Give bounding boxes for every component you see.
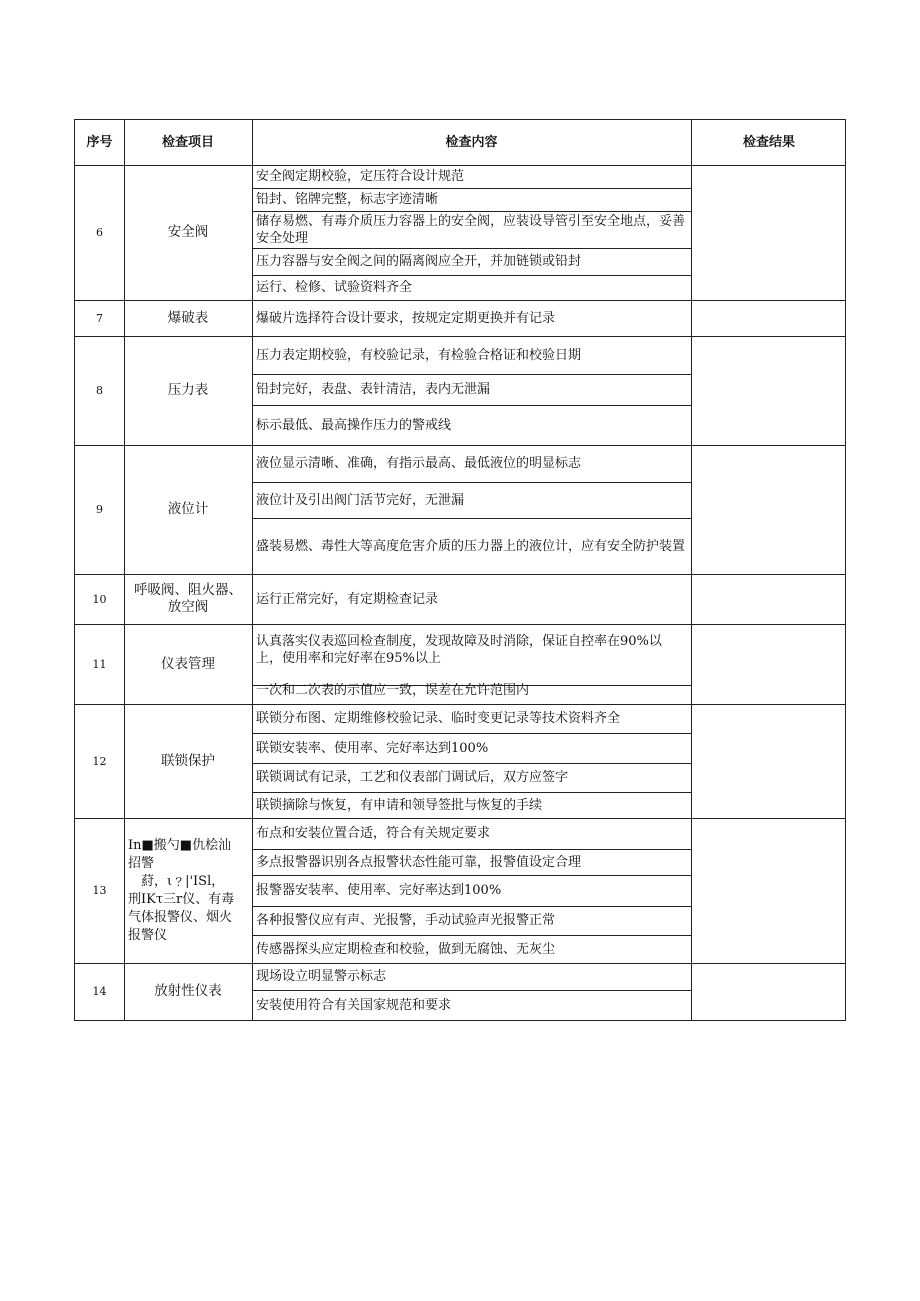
item-line: In■搬勺■仇桧汕 (128, 837, 232, 853)
row-content: 一次和二次表的示值应一致，误差在允许范围内 (256, 682, 530, 698)
row-content: 爆破片选择符合设计要求，按规定定期更换并有记录 (256, 310, 556, 326)
row-content: 运行、检修、试验资料齐全 (256, 280, 413, 295)
row-content: 联锁安装率、使用率、完好率达到100% (256, 740, 489, 756)
row-item: 压力表 (167, 382, 209, 398)
row-item: 联锁保护 (161, 752, 215, 769)
row-content: 各种报警仪应有声、光报警，手动试验声光报警正常 (256, 913, 556, 928)
header-seq: 序号 (86, 135, 113, 150)
row-content: 标示最低、最高操作压力的警戒线 (256, 417, 452, 433)
row-content: 压力容器与安全阀之间的隔离阀应全开，并加链锁或铅封 (256, 254, 582, 269)
row-content: 布点和安装位置合适，符合有关规定要求 (256, 826, 491, 841)
row-item-garbled (124, 818, 252, 963)
column-divider (691, 120, 692, 1020)
item-line: 刑IKτ三r仪、有毒 (128, 891, 235, 907)
row-content: 运行正常完好，有定期检查记录 (256, 591, 439, 607)
row-item: 安全阀 (167, 224, 209, 240)
row-seq: 6 (96, 226, 103, 239)
row-seq: 14 (92, 985, 107, 998)
row-content: 传感器探头应定期检查和校验，做到无腐蚀、无灰尘 (256, 941, 556, 957)
inspection-table (74, 119, 846, 1021)
row-content: 压力表定期校验，有校验记录，有检验合格证和校验日期 (256, 347, 582, 363)
row-item: 呼吸阀、阻火器、放空阀 (134, 582, 242, 615)
row-item: 爆破表 (167, 309, 209, 326)
row-content: 联锁调试有记录，工艺和仪表部门调试后，双方应签字 (256, 770, 569, 785)
row-content: 铅封、铭牌完整，标志字迹清晰 (256, 192, 439, 207)
row-seq: 9 (96, 503, 103, 516)
row-content: 多点报警器识别各点报警状态性能可靠，报警值设定合理 (256, 854, 582, 870)
row-content: 报警器安装率、使用率、完好率达到100% (256, 883, 502, 898)
row-seq: 11 (92, 657, 107, 671)
row-seq: 7 (96, 311, 103, 325)
header-item: 检查项目 (161, 135, 214, 150)
row-seq: 12 (92, 754, 107, 768)
item-line: 气体报警仪、烟火 (128, 909, 233, 925)
item-line: 葤，ι﹖|'ISl， (128, 873, 225, 889)
row-content: 安装使用符合有关国家规范和要求 (256, 997, 452, 1013)
header-result: 检查结果 (742, 135, 795, 150)
row-content: 联锁分布图、定期维修校验记录、临时变更记录等技术资料齐全 (256, 711, 621, 726)
header-content: 检查内容 (445, 135, 498, 150)
row-item: 仪表管理 (161, 655, 215, 672)
row-content: 现场设立明显警示标志 (256, 969, 387, 984)
row-content: 盛装易燃、毒性大等高度危害介质的压力器上的液位计，应有安全防护装置 (256, 538, 686, 554)
row-seq: 8 (96, 384, 103, 397)
row-content: 储存易燃、有毒介质压力容器上的安全阀，应装设导管引至安全地点，妥善安全处理 (256, 213, 686, 246)
item-line: 招警 (128, 855, 155, 871)
item-line: 报警仪 (128, 927, 168, 943)
row-item: 液位计 (167, 501, 209, 517)
row-seq: 10 (92, 592, 107, 606)
row-item: 放射性仪表 (154, 983, 222, 999)
row-seq: 13 (92, 884, 107, 897)
row-content: 液位计及引出阀门活节完好，无泄漏 (256, 492, 465, 508)
row-content: 认真落实仪表巡回检查制度，发现故障及时消除，保证自控率在90%以上，使用率和完好率在95%以上 (256, 634, 662, 666)
row-content: 安全阀定期校验，定压符合设计规范 (256, 169, 465, 184)
row-content: 铅封完好，表盘、表针清洁，表内无泄漏 (256, 382, 491, 397)
row-content: 液位显示清晰、准确，有指示最高、最低液位的明显标志 (256, 456, 582, 471)
row-content: 联锁摘除与恢复，有申请和领导签批与恢复的手续 (256, 797, 543, 813)
